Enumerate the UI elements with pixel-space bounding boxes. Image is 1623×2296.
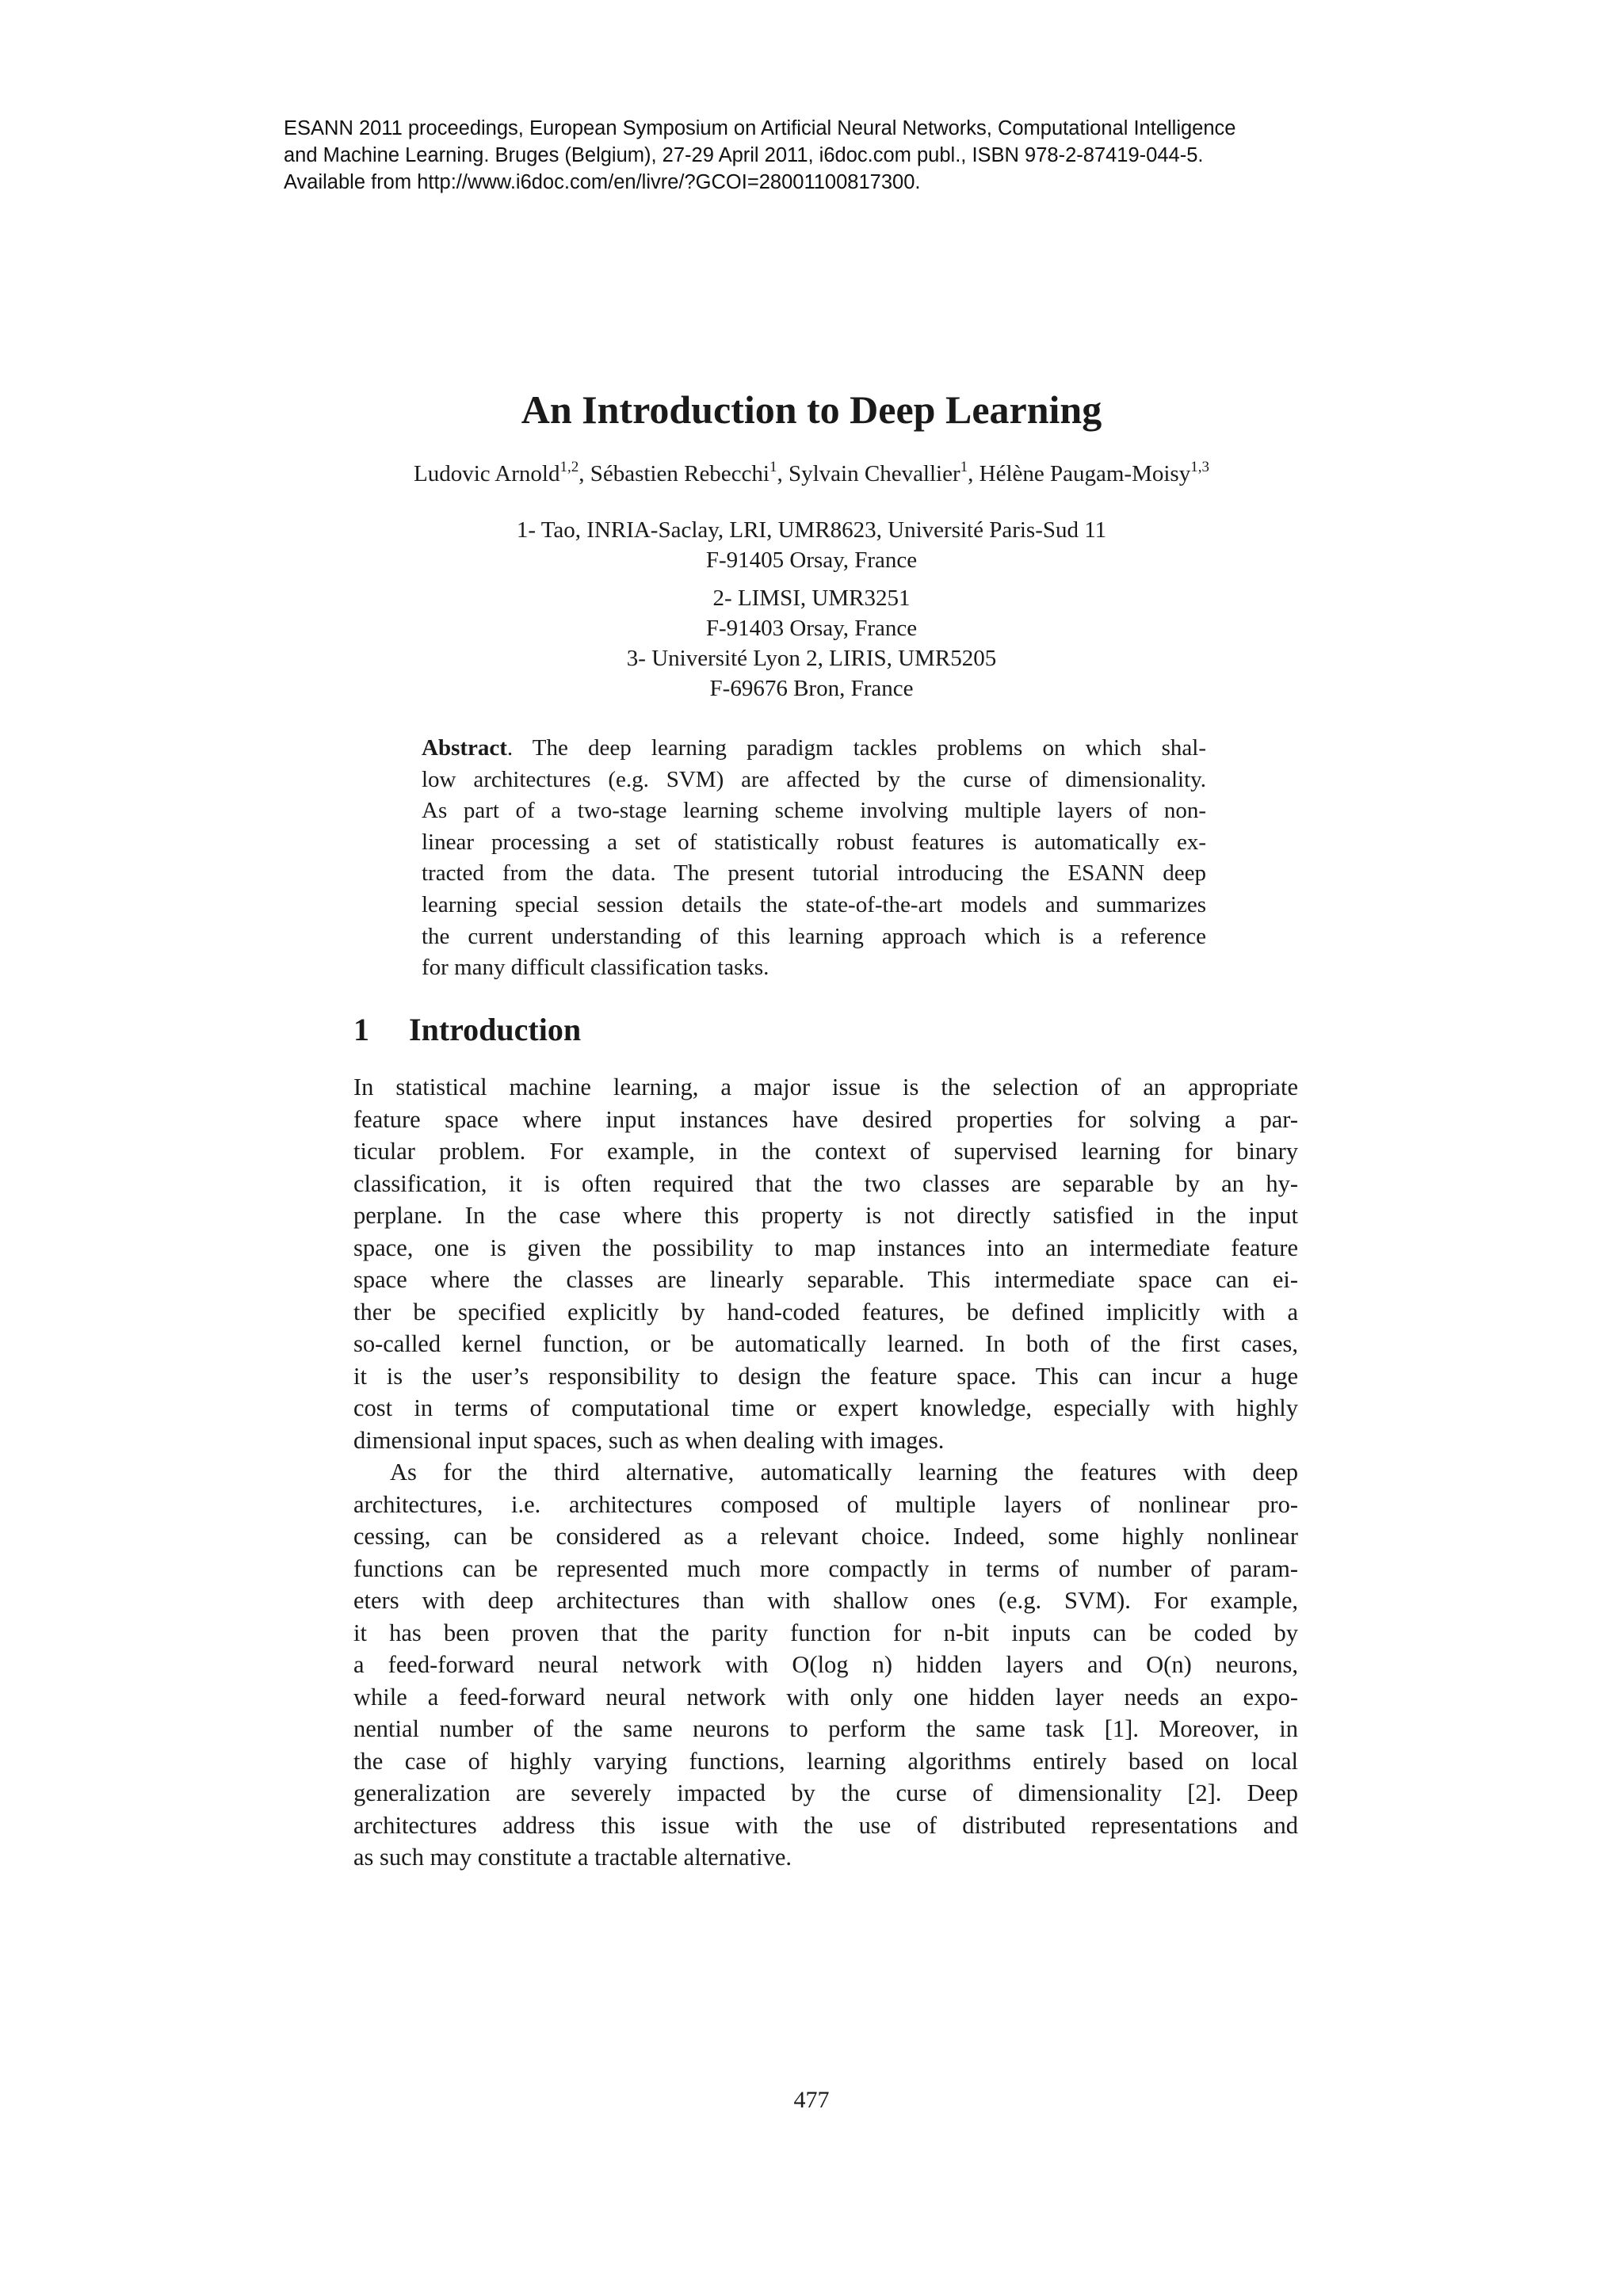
affiliation-line: F-91405 Orsay, France xyxy=(705,547,918,573)
section-number: 1 xyxy=(353,1012,369,1047)
affiliation-line: F-69676 Bron, France xyxy=(709,676,914,701)
paragraph-2 xyxy=(353,1456,1298,1874)
text-line: cost in terms of computational time or expert knowledge, especially with highly xyxy=(353,1394,1298,1421)
affiliation-line: F-91403 Orsay, France xyxy=(705,616,918,641)
paragraph-1 xyxy=(353,1071,1298,1456)
text-line: architectures address this issue with the use of distributed representations and xyxy=(353,1811,1298,1839)
abstract-line xyxy=(422,733,1206,765)
header-line: and Machine Learning. Bruges (Belgium), 27-29 April 2011, i6doc.com publ., ISBN 978-2-87419-044-5. xyxy=(284,144,1204,166)
abstract-line: the current understanding of this learning approach which is a reference xyxy=(422,923,1206,949)
text-line: space, one is given the possibility to map instances into an intermediate feature xyxy=(353,1234,1298,1261)
author-affiliation-marker: 1 xyxy=(769,459,777,475)
abstract-line: for many difficult classification tasks. xyxy=(422,955,769,981)
text-line: while a feed-forward neural network with only one hidden layer needs an expo- xyxy=(353,1683,1298,1711)
text-line: feature space where input instances have desired properties for solving a par- xyxy=(353,1105,1298,1133)
author-name: Hélène Paugam-Moisy xyxy=(979,461,1191,486)
author-affiliation-marker: 1 xyxy=(960,459,968,475)
author-name: Sébastien Rebecchi xyxy=(590,461,769,486)
abstract-line: low architectures (e.g. SVM) are affected by the curse of dimensionality. xyxy=(422,766,1206,792)
affiliation-2 xyxy=(0,583,1623,643)
abstract-line: learning special session details the state-of-the-art models and summarizes xyxy=(422,891,1206,917)
text-line: the case of highly varying functions, learning algorithms entirely based on local xyxy=(353,1747,1298,1775)
affiliation-line: 2- LIMSI, UMR3251 xyxy=(712,585,911,611)
text-line: as such may constitute a tractable alternative. xyxy=(353,1844,792,1871)
section-title: Introduction xyxy=(409,1012,582,1047)
author-name: Sylvain Chevallier xyxy=(788,461,960,486)
text-line: functions can be represented much more compactly in terms of number of param- xyxy=(353,1554,1298,1582)
text-line: nential number of the same neurons to perform the same task [1]. Moreover, in xyxy=(353,1715,1298,1742)
abstract-line: tracted from the data. The present tutorial introducing the ESANN deep xyxy=(422,860,1206,887)
page-number: 477 xyxy=(793,2087,830,2113)
text-line: eters with deep architectures than with shallow ones (e.g. SVM). For example, xyxy=(353,1587,1298,1614)
affiliation-3 xyxy=(0,643,1623,704)
text-line: ticular problem. For example, in the context of supervised learning for binary xyxy=(353,1138,1298,1165)
abstract-label: Abstract xyxy=(422,735,507,761)
author-list: Ludovic Arnold$^{1,2}$, Sébastien Rebecchi$^1$, Sylvain Chevallier$^1$, Hélène Paugam-Moisy$^{1,3}$ xyxy=(414,459,1209,486)
text-line: ther be specified explicitly by hand-coded features, be defined implicitly with a xyxy=(353,1298,1298,1325)
text-line: generalization are severely impacted by the curse of dimensionality [2]. Deep xyxy=(353,1779,1298,1806)
text-line: it is the user’s responsibility to design the feature space. This can incur a huge xyxy=(353,1362,1298,1390)
affiliation-1 xyxy=(0,515,1623,575)
text-line: cessing, can be considered as a relevant choice. Indeed, some highly nonlinear xyxy=(353,1523,1298,1550)
author-name: Ludovic Arnold xyxy=(414,461,560,486)
text-line: classification, it is often required that the two classes are separable by an hy- xyxy=(353,1169,1298,1197)
paper-title: An Introduction to Deep Learning xyxy=(521,387,1102,432)
text-line: architectures, i.e. architectures composed of multiple layers of nonlinear pro- xyxy=(353,1490,1298,1518)
text-line: perplane. In the case where this property is not directly satisfied in the input xyxy=(353,1202,1298,1229)
text-line: In statistical machine learning, a major issue is the selection of an appropriate xyxy=(353,1074,1298,1100)
abstract-text: . The deep learning paradigm tackles problems on which shal- xyxy=(506,735,1206,761)
section-heading xyxy=(353,1010,581,1050)
text-line: it has been proven that the parity function for n-bit inputs can be coded by xyxy=(353,1619,1298,1646)
text-line: so-called kernel function, or be automatically learned. In both of the first cases, xyxy=(353,1330,1298,1357)
author-affiliation-marker: 1,2 xyxy=(559,459,579,475)
affiliation-line: 1- Tao, INRIA-Saclay, LRI, UMR8623, Université Paris-Sud 11 xyxy=(516,517,1107,543)
proceedings-header xyxy=(284,115,1330,196)
abstract xyxy=(422,733,1206,984)
text-line: dimensional input spaces, such as when dealing with images. xyxy=(353,1426,945,1454)
abstract-line: As part of a two-stage learning scheme involving multiple layers of non- xyxy=(422,798,1206,824)
text-line: a feed-forward neural network with O(log n) hidden layers and O(n) neurons, xyxy=(353,1651,1298,1678)
text-line: As for the third alternative, automatically learning the features with deep xyxy=(390,1459,1298,1486)
author-affiliation-marker: 1,3 xyxy=(1190,459,1209,475)
header-line: Available from http://www.i6doc.com/en/livre/?GCOI=28001100817300. xyxy=(284,171,921,193)
header-line: ESANN 2011 proceedings, European Symposium on Artificial Neural Networks, Computational Intelligence xyxy=(284,117,1236,139)
affiliation-line: 3- Université Lyon 2, LIRIS, UMR5205 xyxy=(626,646,997,671)
text-line: space where the classes are linearly separable. This intermediate space can ei- xyxy=(353,1266,1298,1293)
abstract-line: linear processing a set of statistically robust features is automatically ex- xyxy=(422,829,1206,855)
